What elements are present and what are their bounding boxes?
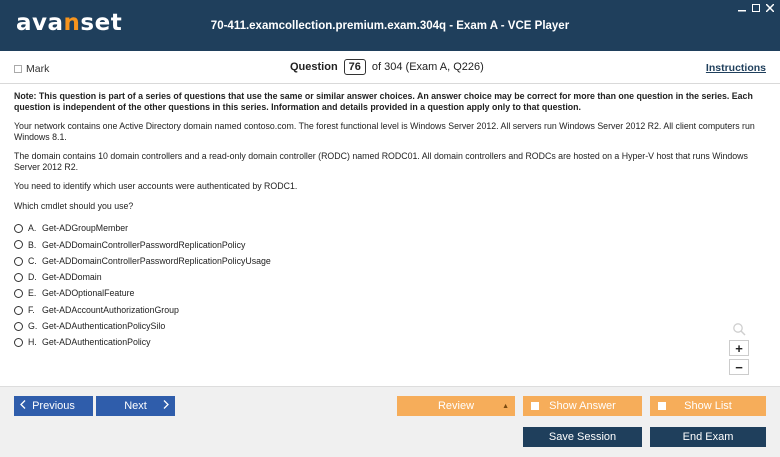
radio-button[interactable] bbox=[14, 224, 23, 233]
answer-letter: A. bbox=[28, 223, 37, 234]
review-label: Review bbox=[437, 400, 475, 412]
zoom-controls bbox=[729, 322, 749, 375]
logo-text-accent: n bbox=[63, 10, 81, 36]
answer-option-h[interactable] bbox=[14, 334, 766, 350]
radio-button[interactable] bbox=[14, 273, 23, 282]
radio-button[interactable] bbox=[14, 306, 23, 315]
answer-text: Get-ADAuthenticationPolicySilo bbox=[42, 321, 166, 332]
answer-option-d[interactable] bbox=[14, 269, 766, 285]
radio-button[interactable] bbox=[14, 240, 23, 249]
answer-text: Get-ADAuthenticationPolicy bbox=[42, 337, 151, 348]
answer-text: Get-ADAccountAuthorizationGroup bbox=[42, 304, 179, 315]
chevron-right-icon bbox=[163, 400, 169, 412]
maximize-icon[interactable] bbox=[751, 3, 760, 12]
bottom-toolbar bbox=[0, 386, 780, 457]
answer-text: Get-ADDomainControllerPasswordReplicationPolicy bbox=[42, 239, 246, 250]
zoom-in-button[interactable]: + bbox=[729, 340, 749, 356]
question-navigator bbox=[290, 59, 484, 75]
show-list-button[interactable] bbox=[650, 396, 766, 416]
question-prompt: Which cmdlet should you use? bbox=[14, 200, 134, 211]
next-button[interactable] bbox=[96, 396, 175, 416]
previous-label: Previous bbox=[32, 400, 75, 412]
answer-letter: C. bbox=[28, 255, 37, 266]
next-label: Next bbox=[124, 400, 147, 412]
question-content bbox=[14, 91, 766, 351]
radio-button[interactable] bbox=[14, 257, 23, 266]
answer-option-b[interactable] bbox=[14, 237, 766, 253]
checkbox-icon[interactable] bbox=[14, 65, 22, 73]
answer-option-f[interactable] bbox=[14, 302, 766, 318]
question-total: of 304 (Exam A, Q226) bbox=[371, 61, 484, 73]
window-controls bbox=[737, 3, 774, 12]
checkbox-icon[interactable] bbox=[658, 402, 666, 410]
answer-option-e[interactable] bbox=[14, 286, 766, 302]
show-answer-label: Show Answer bbox=[549, 400, 616, 412]
answer-list bbox=[14, 220, 766, 350]
mark-label: Mark bbox=[26, 63, 50, 75]
question-paragraph-3: You need to identify which user accounts were authenticated by RODC1. bbox=[14, 181, 298, 192]
answer-letter: H. bbox=[28, 337, 37, 348]
question-header bbox=[0, 51, 780, 84]
zoom-out-button[interactable]: − bbox=[729, 359, 749, 375]
answer-text: Get-ADDomainControllerPasswordReplicationPolicyUsage bbox=[42, 255, 271, 266]
answer-option-c[interactable] bbox=[14, 253, 766, 269]
question-label: Question bbox=[290, 61, 338, 73]
answer-letter: E. bbox=[28, 288, 37, 299]
instructions-link[interactable]: Instructions bbox=[705, 62, 766, 74]
review-button[interactable] bbox=[397, 396, 515, 416]
window-title: 70-411.examcollection.premium.exam.304q - Exam A - VCE Player bbox=[210, 20, 570, 32]
answer-text: Get-ADDomain bbox=[42, 272, 102, 283]
answer-text: Get-ADOptionalFeature bbox=[42, 288, 135, 299]
radio-button[interactable] bbox=[14, 338, 23, 347]
show-answer-button[interactable] bbox=[523, 396, 642, 416]
checkbox-icon[interactable] bbox=[531, 402, 539, 410]
answer-option-a[interactable] bbox=[14, 220, 766, 236]
triangle-up-icon: ▲ bbox=[502, 402, 509, 410]
previous-button[interactable] bbox=[14, 396, 93, 416]
magnifier-icon bbox=[732, 322, 746, 336]
answer-option-g[interactable] bbox=[14, 318, 766, 334]
answer-letter: F. bbox=[28, 304, 35, 315]
end-exam-button[interactable]: End Exam bbox=[650, 427, 766, 447]
show-list-label: Show List bbox=[684, 400, 732, 412]
question-paragraph-2: The domain contains 10 domain controllers and a read-only domain controller (RODC) named RODC01. All domain controllers and RODCs are hosted on a Hyper-V host that runs Windows Server 2012 R2. bbox=[14, 151, 748, 172]
logo-text-right: set bbox=[80, 10, 123, 36]
mark-checkbox[interactable] bbox=[14, 63, 49, 75]
question-number-input[interactable]: 76 bbox=[344, 59, 366, 75]
chevron-left-icon bbox=[20, 400, 26, 412]
minimize-icon[interactable] bbox=[737, 3, 746, 12]
question-note: Note: This question is part of a series of questions that use the same or similar answer choices. An answer choice may be correct for more than one question in the series. Each question is independent of the other questions in this series. Information and details provided in a question apply only to that question. bbox=[14, 91, 753, 112]
answer-letter: B. bbox=[28, 239, 37, 250]
answer-text: Get-ADGroupMember bbox=[42, 223, 129, 234]
question-paragraph-1: Your network contains one Active Directory domain named contoso.com. The forest functional level is Windows Server 2012. All servers run Windows Server 2012 R2. All client computers run Windows 8.1. bbox=[14, 121, 755, 142]
title-bar bbox=[0, 0, 780, 51]
radio-button[interactable] bbox=[14, 322, 23, 331]
close-icon[interactable] bbox=[765, 3, 774, 12]
answer-letter: D. bbox=[28, 272, 37, 283]
answer-letter: G. bbox=[28, 321, 38, 332]
logo-text-left: ava bbox=[16, 10, 64, 36]
radio-button[interactable] bbox=[14, 289, 23, 298]
save-session-button[interactable]: Save Session bbox=[523, 427, 642, 447]
